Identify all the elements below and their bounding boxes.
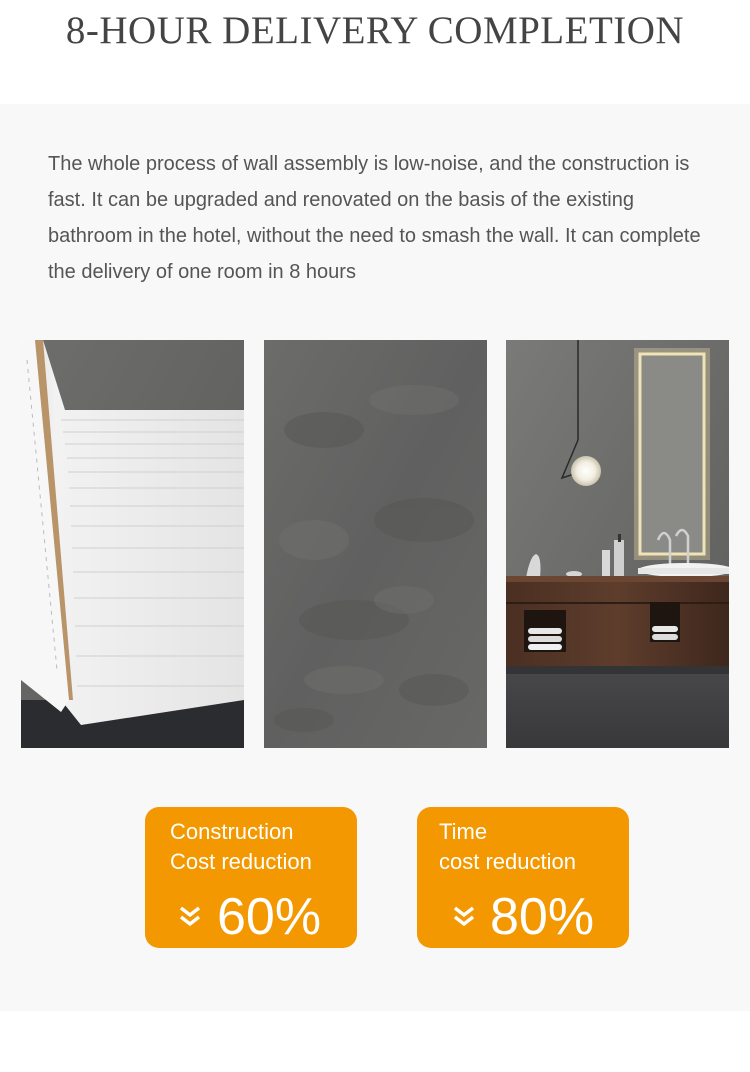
double-chevron-down-icon [450, 903, 478, 931]
bathroom-vanity-image [506, 340, 729, 748]
time-cost-label: Time cost reduction [439, 819, 576, 874]
description-text: The whole process of wall assembly is low-noise, and the construction is fast. It can be upgraded and renovated on the basis of the existing bathroom in the hotel, without the need to smash the wall. It can complete the delivery of one room in 8 hours [48, 153, 701, 283]
double-chevron-down-icon [176, 903, 204, 931]
stacked-panels-image [21, 340, 244, 748]
construction-cost-label: Construction Cost reduction [170, 819, 312, 874]
time-cost-card [417, 807, 629, 948]
construction-cost-value: 60% [217, 888, 322, 946]
time-cost-value: 80% [490, 888, 595, 946]
concrete-texture-image [264, 340, 487, 748]
page-title: 8-HOUR DELIVERY COMPLETION [65, 9, 685, 52]
construction-cost-card [145, 807, 357, 948]
